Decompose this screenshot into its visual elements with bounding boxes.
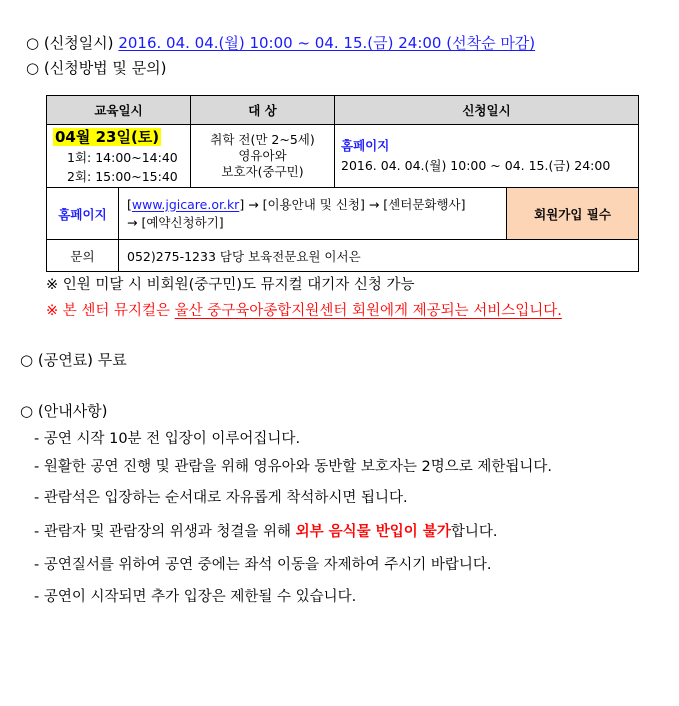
apply-method-heading: ○ (신청방법 및 문의) — [26, 59, 167, 77]
homepage-path-cell: [www.jgicare.or.kr] → [이용안내 및 신청] → [센터문화행사] → [예약신청하기] — [119, 188, 507, 240]
homepage-path-1: → [이용안내 및 신청] → [센터문화행사] — [248, 196, 466, 212]
homepage-url-link[interactable]: www.jgicare.or.kr — [131, 196, 240, 212]
homepage-path-2: → [예약신청하기] — [127, 214, 224, 230]
schedule-date: 04월 23일(토) — [55, 127, 160, 146]
apply-period-value: 2016. 04. 04.(월) 10:00 ~ 04. 15.(금) 24:00 (선착순 마감) — [118, 34, 536, 52]
contact-label: 문의 — [47, 240, 119, 272]
apply-cell — [335, 125, 639, 188]
guide-item-2: - 원활한 공연 진행 및 관람을 위해 영유아와 동반할 보호자는 2명으로 제한됩니다. — [34, 459, 552, 475]
header-date: 교육일시 — [47, 96, 191, 125]
homepage-label: 홈페이지 — [47, 188, 119, 240]
target-line-1: 취학 전(만 2~5세) — [210, 132, 315, 147]
apply-homepage-period: 2016. 04. 04.(월) 10:00 ~ 04. 15.(금) 24:00 — [341, 158, 611, 173]
header-target: 대 상 — [191, 96, 335, 125]
guide-item-3: - 관람석은 입장하는 순서대로 자유롭게 착석하시면 됩니다. — [34, 490, 408, 506]
note-nonmember: ※ 인원 미달 시 비회원(중구민)도 뮤지컬 대기자 신청 가능 — [46, 277, 415, 293]
guide-item-4-emph: 외부 음식물 반입이 불가 — [295, 524, 451, 540]
apply-homepage-label: 홈페이지 — [341, 138, 390, 153]
table-header-row — [47, 96, 639, 125]
header-apply: 신청일시 — [335, 96, 639, 125]
signup-required-badge: 회원가입 필수 — [507, 188, 639, 240]
guide-item-1: - 공연 시작 10분 전 입장이 이루어집니다. — [34, 431, 301, 447]
apply-period-label: ○ (신청일시) — [26, 34, 114, 52]
apply-period-line — [26, 32, 535, 53]
target-line-3: 보호자(중구민) — [221, 164, 304, 179]
guide-heading: ○ (안내사항) — [20, 402, 108, 420]
target-line-2: 영유아와 — [238, 148, 287, 163]
target-cell — [191, 125, 335, 188]
fee-heading: ○ (공연료) 무료 — [20, 351, 127, 369]
table-row-contact — [47, 240, 639, 272]
table-row-homepage — [47, 188, 639, 240]
guide-item-4: - 관람자 및 관람장의 위생과 청결을 위해 외부 음식물 반입이 불가합니다. — [34, 524, 498, 540]
guide-item-5: - 공연질서를 위하여 공연 중에는 좌석 이동을 자제하여 주시기 바랍니다. — [34, 557, 492, 573]
note-member-service: ※ 본 센터 뮤지컬은 울산 중구육아종합지원센터 회원에게 제공되는 서비스입니다. — [46, 303, 562, 319]
table-row-schedule — [47, 125, 639, 188]
session-2: 2회: 15:00~15:40 — [67, 168, 178, 184]
info-table — [46, 95, 639, 272]
session-1: 1회: 14:00~14:40 — [67, 149, 178, 165]
guide-item-6: - 공연이 시작되면 추가 입장은 제한될 수 있습니다. — [34, 589, 357, 605]
schedule-date-cell — [47, 125, 191, 188]
note-member-service-emph: 울산 중구육아종합지원센터 회원에게 제공되는 서비스입니다. — [174, 303, 562, 319]
contact-value: 052)275-1233 담당 보육전문요원 이서은 — [119, 240, 639, 272]
